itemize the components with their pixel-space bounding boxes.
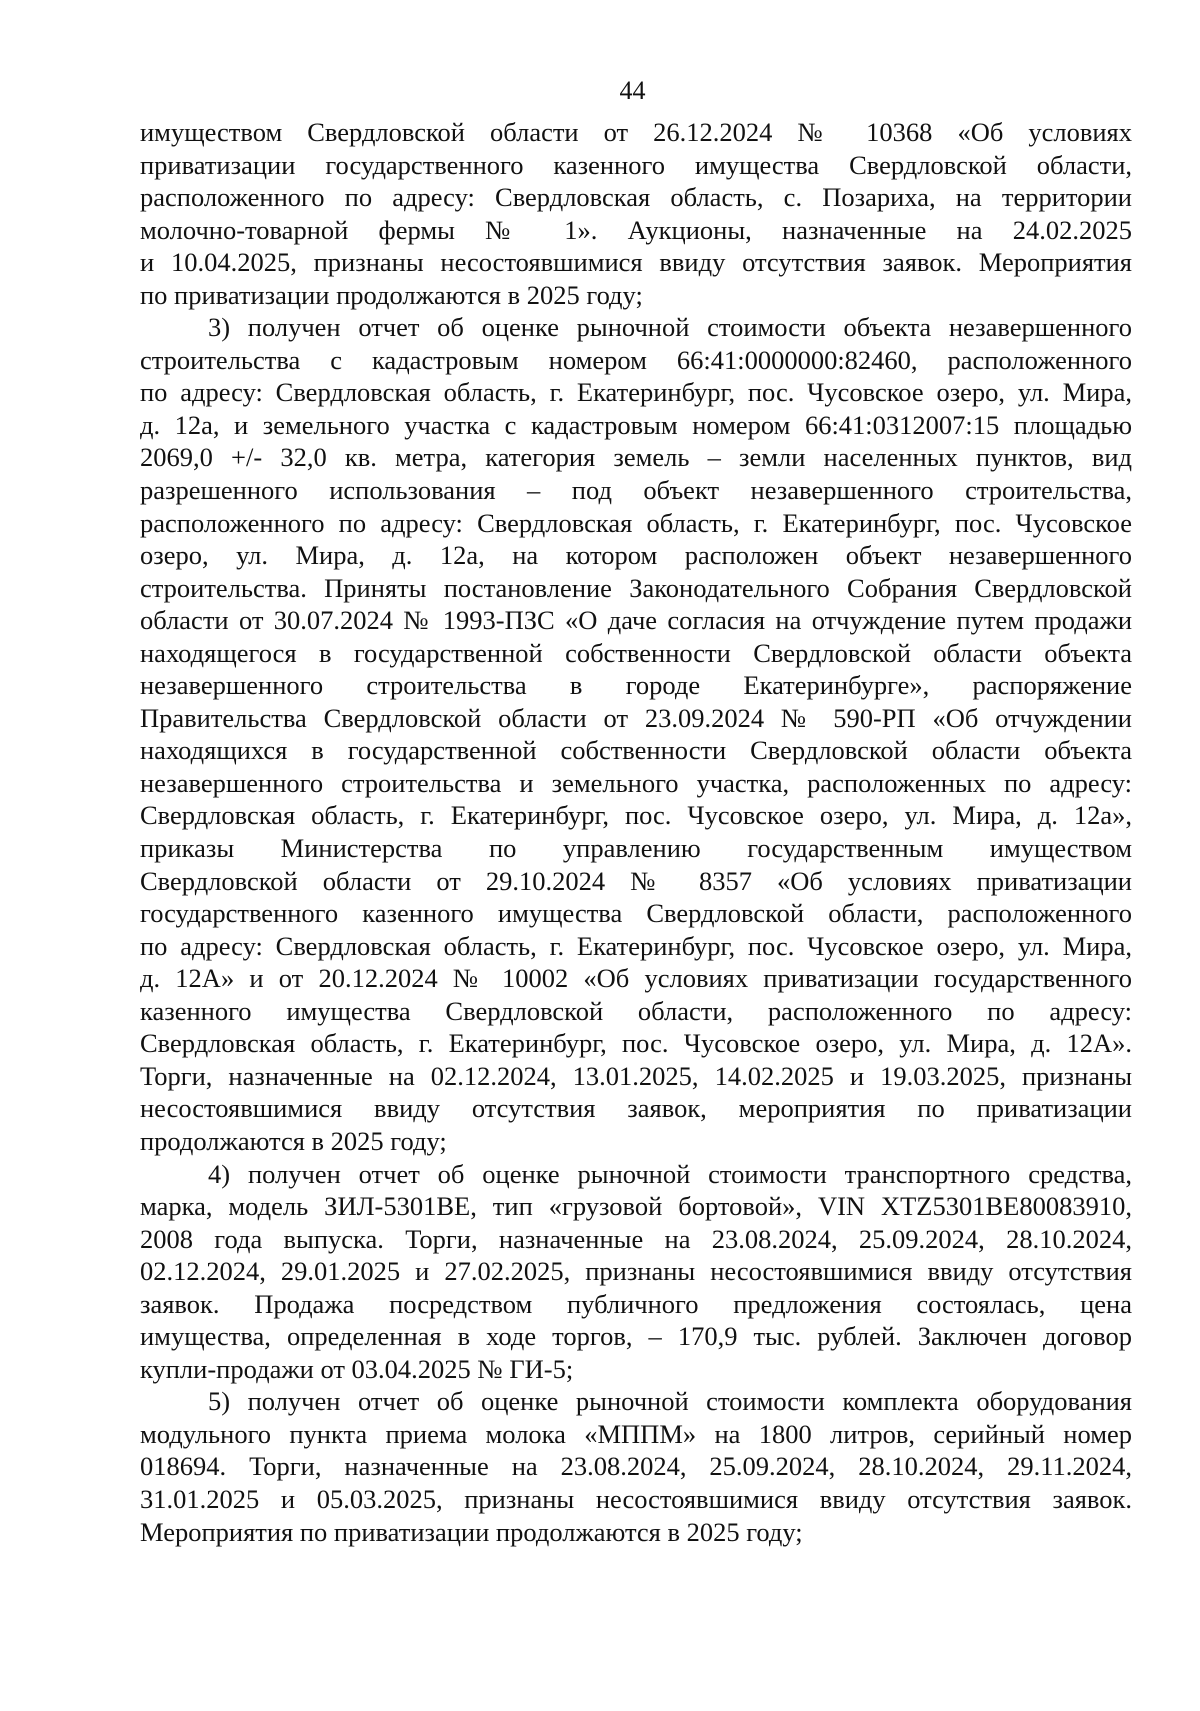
text-line: 4) получен отчет об оценке рыночной стоимости транспортного средства, (208, 1158, 1132, 1189)
text-line: молочно-товарной фермы № 1». Аукционы, назначенные на 24.02.2025 (140, 214, 1132, 245)
text-line: приказы Министерства по управлению государственным имуществом (140, 833, 1132, 864)
text-line: по адресу: Свердловская область, г. Екатеринбург, пос. Чусовское озеро, ул. Мира, (140, 377, 1132, 408)
text-line: Торги, назначенные на 02.12.2024, 13.01.2025, 14.02.2025 и 19.03.2025, признаны (140, 1060, 1132, 1091)
text-line: модульного пункта приема молока «МППМ» на 1800 литров, серийный номер (140, 1418, 1132, 1449)
text-line: 3) получен отчет об оценке рыночной стоимости объекта незавершенного (208, 312, 1132, 343)
text-line: 018694. Торги, назначенные на 23.08.2024, 25.09.2024, 28.10.2024, 29.11.2024, (140, 1451, 1132, 1482)
text-line: разрешенного использования – под объект незавершенного строительства, (140, 475, 1132, 506)
text-line: д. 12а, и земельного участка с кадастровым номером 66:41:0312007:15 площадью (140, 409, 1132, 440)
text-line: Правительства Свердловской области от 23.09.2024 № 590-РП «Об отчуждении (140, 702, 1132, 733)
text-line: незавершенного строительства и земельного участка, расположенных по адресу: (140, 767, 1132, 798)
text-line: области от 30.07.2024 № 1993-ПЗС «О даче согласия на отчуждение путем продажи (140, 605, 1132, 636)
text-line: находящегося в государственной собственности Свердловской области объекта (140, 637, 1132, 668)
text-line: 5) получен отчет об оценке рыночной стоимости комплекта оборудования (208, 1386, 1132, 1417)
text-line: казенного имущества Свердловской области, расположенного по адресу: (140, 995, 1132, 1026)
text-line: Свердловской области от 29.10.2024 № 8357 «Об условиях приватизации (140, 865, 1132, 896)
text-line: расположенного по адресу: Свердловская область, г. Екатеринбург, пос. Чусовское (140, 507, 1132, 538)
text-line: государственного казенного имущества Свердловской области, расположенного (140, 898, 1132, 929)
text-line: 31.01.2025 и 05.03.2025, признаны несостоявшимися ввиду отсутствия заявок. (140, 1483, 1132, 1514)
text-line: озеро, ул. Мира, д. 12а, на котором расположен объект незавершенного (140, 540, 1132, 571)
text-line: 2069,0 +/- 32,0 кв. метра, категория земель – земли населенных пунктов, вид (140, 442, 1132, 473)
text-line: несостоявшимися ввиду отсутствия заявок, мероприятия по приватизации (140, 1093, 1132, 1124)
text-line: Свердловская область, г. Екатеринбург, пос. Чусовское озеро, ул. Мира, д. 12а», (140, 800, 1132, 831)
text-line: по адресу: Свердловская область, г. Екатеринбург, пос. Чусовское озеро, ул. Мира, (140, 930, 1132, 961)
text-line: Свердловская область, г. Екатеринбург, пос. Чусовское озеро, ул. Мира, д. 12А». (140, 1028, 1132, 1059)
text-line: купли-продажи от 03.04.2025 № ГИ-5; (140, 1353, 574, 1384)
text-line: имущества, определенная в ходе торгов, – 170,9 тыс. рублей. Заключен договор (140, 1321, 1132, 1352)
text-line: строительства с кадастровым номером 66:41:0000000:82460, расположенного (140, 344, 1132, 375)
text-line: продолжаются в 2025 году; (140, 1125, 447, 1156)
text-line: по приватизации продолжаются в 2025 году; (140, 279, 643, 310)
text-line: Мероприятия по приватизации продолжаются в 2025 году; (140, 1516, 803, 1547)
text-line: незавершенного строительства в городе Екатеринбурге», распоряжение (140, 670, 1132, 701)
text-line: заявок. Продажа посредством публичного предложения состоялась, цена (140, 1288, 1132, 1319)
text-line: приватизации государственного казенного имущества Свердловской области, (140, 149, 1132, 180)
text-line: и 10.04.2025, признаны несостоявшимися ввиду отсутствия заявок. Мероприятия (140, 247, 1132, 278)
text-line: марка, модель ЗИЛ-5301ВЕ, тип «грузовой бортовой», VIN XTZ5301BE80083910, (140, 1191, 1132, 1222)
text-line: строительства. Приняты постановление Законодательного Собрания Свердловской (140, 572, 1132, 603)
text-line: находящихся в государственной собственности Свердловской области объекта (140, 735, 1132, 766)
text-line: 02.12.2024, 29.01.2025 и 27.02.2025, признаны несостоявшимися ввиду отсутствия (140, 1256, 1132, 1287)
text-line: 2008 года выпуска. Торги, назначенные на 23.08.2024, 25.09.2024, 28.10.2024, (140, 1223, 1132, 1254)
text-line: расположенного по адресу: Свердловская область, с. Позариха, на территории (140, 182, 1132, 213)
text-line: имуществом Свердловской области от 26.12.2024 № 10368 «Об условиях (140, 117, 1132, 147)
document-body (140, 116, 1132, 1548)
page-number: 44 (619, 76, 646, 105)
text-line: д. 12А» и от 20.12.2024 № 10002 «Об условиях приватизации государственного (140, 963, 1132, 994)
